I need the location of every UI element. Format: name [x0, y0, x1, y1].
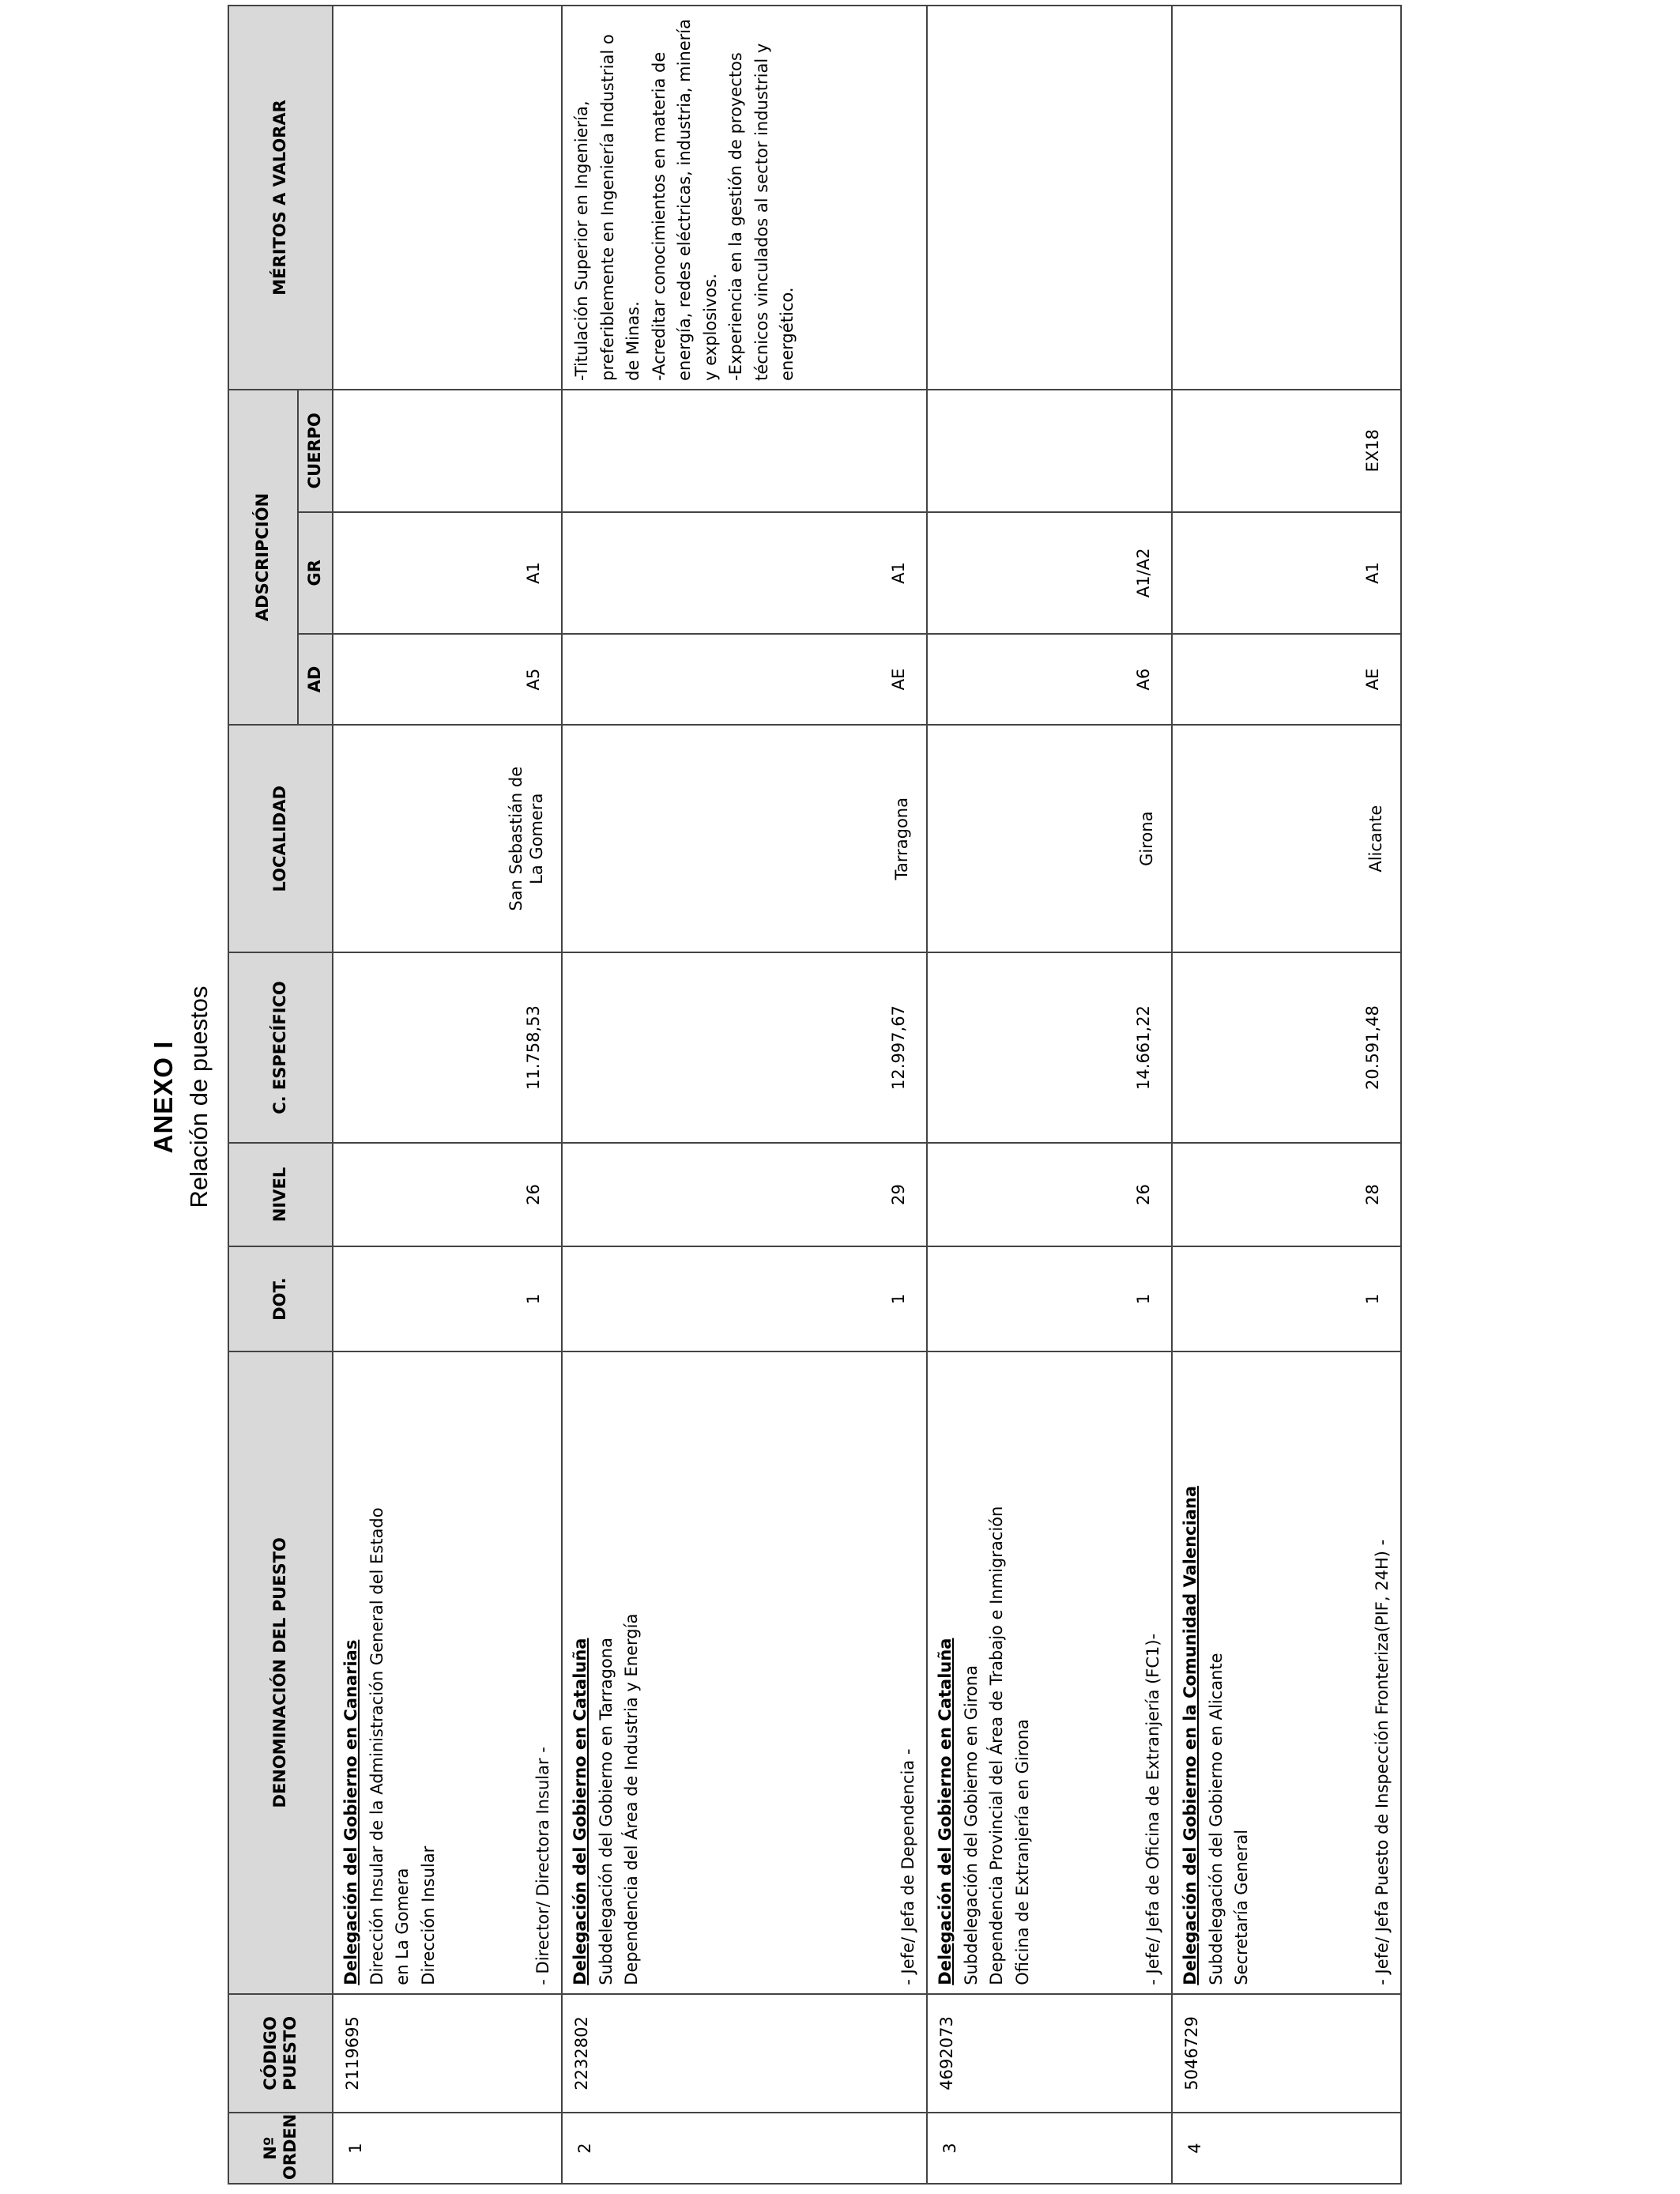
cell-ad: AE	[1172, 634, 1401, 725]
cell-especifico: 12.997,67	[562, 952, 927, 1142]
cell-especifico: 11.758,53	[333, 952, 562, 1142]
position-name: - Jefe/ Jefa de Oficina de Extranjería (FC1)-	[1143, 1633, 1163, 1985]
cell-nivel: 26	[333, 1143, 562, 1247]
cell-gr: A1	[562, 512, 927, 635]
cell-codigo: 2232802	[562, 1994, 927, 2113]
unit-line: Subdelegación del Gobierno en Girona	[961, 1665, 981, 1985]
header-cuerpo: CUERPO	[298, 390, 333, 512]
cell-cuerpo	[562, 390, 927, 512]
localidad-line-2: La Gomera	[526, 793, 546, 884]
cell-cuerpo	[333, 390, 562, 512]
unit-name: Delegación del Gobierno en Canarias	[341, 1639, 360, 1985]
unit-line: Secretaría General	[1232, 1829, 1252, 1985]
header-gr: GR	[298, 512, 333, 635]
header-especifico: C. ESPECÍFICO	[228, 952, 333, 1142]
cell-codigo: 2119695	[333, 1994, 562, 2113]
unit-name: Delegación del Gobierno en Cataluña	[936, 1638, 955, 1985]
cell-localidad	[1172, 725, 1401, 952]
cell-orden: 4	[1172, 2113, 1401, 2184]
table-row	[562, 6, 927, 2184]
cell-localidad	[333, 725, 562, 952]
unit-lines	[1203, 1360, 1255, 1985]
unit-name: Delegación del Gobierno en la Comunidad Valenciana	[1181, 1485, 1200, 1985]
header-ad: AD	[298, 634, 333, 725]
cell-codigo: 4692073	[927, 1994, 1172, 2113]
cell-orden: 1	[333, 2113, 562, 2184]
cell-orden: 2	[562, 2113, 927, 2184]
header-localidad: LOCALIDAD	[228, 725, 333, 952]
cell-nivel: 26	[927, 1143, 1172, 1247]
header-orden: Nº ORDEN	[228, 2113, 333, 2184]
cell-ad: AE	[562, 634, 927, 725]
cell-denominacion	[1172, 1351, 1401, 1994]
unit-line: Subdelegación del Gobierno en Tarragona	[596, 1638, 616, 1985]
unit-lines	[959, 1360, 1036, 1985]
cell-denominacion	[333, 1351, 562, 1994]
cell-meritos	[927, 6, 1172, 390]
positions-table	[228, 5, 1402, 2185]
header-nivel: NIVEL	[228, 1143, 333, 1247]
cell-codigo: 5046729	[1172, 1994, 1401, 2113]
cell-dot: 1	[562, 1246, 927, 1351]
cell-dot: 1	[927, 1246, 1172, 1351]
cell-dot: 1	[333, 1246, 562, 1351]
unit-lines	[364, 1360, 442, 1985]
unit-line: Oficina de Extranjería en Girona	[1012, 1719, 1032, 1985]
merit-item: -Experiencia en la gestión de proyectos técnicos vinculados al sector industrial y energético.	[726, 43, 797, 381]
document-title: ANEXO I	[149, 1040, 178, 1154]
unit-line: Subdelegación del Gobierno en Alicante	[1206, 1653, 1226, 1985]
cell-nivel: 29	[562, 1143, 927, 1247]
merit-item: -Acreditar conocimientos en materia de energía, redes eléctricas, industria, minería y explosivos.	[649, 18, 720, 381]
cell-especifico: 20.591,48	[1172, 952, 1401, 1142]
unit-line: Dirección Insular de la Administración General del Estado	[367, 1507, 386, 1985]
header-meritos: MÉRITOS A VALORAR	[228, 6, 333, 390]
cell-meritos	[562, 6, 927, 390]
cell-denominacion	[562, 1351, 927, 1994]
header-denominacion: DENOMINACIÓN DEL PUESTO	[228, 1351, 333, 1994]
cell-gr: A1	[333, 512, 562, 635]
unit-line: Dependencia del Área de Industria y Energía	[622, 1613, 642, 1985]
unit-name: Delegación del Gobierno en Cataluña	[571, 1638, 590, 1985]
table-row	[927, 6, 1172, 2184]
localidad-line-1: Tarragona	[891, 797, 911, 880]
cell-ad: A6	[927, 634, 1172, 725]
cell-localidad	[562, 725, 927, 952]
table-row	[1172, 6, 1401, 2184]
header-adscripcion: ADSCRIPCIÓN	[228, 390, 298, 725]
localidad-line-1: San Sebastián de	[506, 766, 525, 911]
cell-localidad	[927, 725, 1172, 952]
table-row	[333, 6, 562, 2184]
unit-line: en La Gomera	[393, 1868, 412, 1985]
cell-ad: A5	[333, 634, 562, 725]
header-codigo: CÓDIGO PUESTO	[228, 1994, 333, 2113]
cell-orden: 3	[927, 2113, 1172, 2184]
cell-dot: 1	[1172, 1246, 1401, 1351]
cell-gr: A1/A2	[927, 512, 1172, 635]
unit-line: Dependencia Provincial del Área de Trabajo e Inmigración	[987, 1506, 1007, 1985]
header-dot: DOT.	[228, 1246, 333, 1351]
cell-cuerpo: EX18	[1172, 390, 1401, 512]
cell-denominacion	[927, 1351, 1172, 1994]
position-name: - Director/ Directora Insular -	[533, 1747, 553, 1985]
cell-meritos	[333, 6, 562, 390]
unit-lines	[593, 1360, 645, 1985]
cell-especifico: 14.661,22	[927, 952, 1172, 1142]
position-name: - Jefe/ Jefa de Dependencia -	[898, 1748, 918, 1985]
cell-cuerpo	[927, 390, 1172, 512]
localidad-line-1: Girona	[1136, 811, 1156, 866]
merit-item: -Titulación Superior en Ingeniería, preferiblemente en Ingeniería Industrial o de Minas.	[572, 34, 643, 381]
document-subtitle: Relación de puestos	[185, 986, 213, 1208]
cell-meritos	[1172, 6, 1401, 390]
localidad-line-1: Alicante	[1365, 805, 1385, 873]
cell-gr: A1	[1172, 512, 1401, 635]
unit-line: Dirección Insular	[418, 1845, 438, 1985]
position-name: - Jefe/ Jefa Puesto de Inspección Fronteriza(PIF, 24H) -	[1373, 1539, 1392, 1985]
cell-nivel: 28	[1172, 1143, 1401, 1247]
